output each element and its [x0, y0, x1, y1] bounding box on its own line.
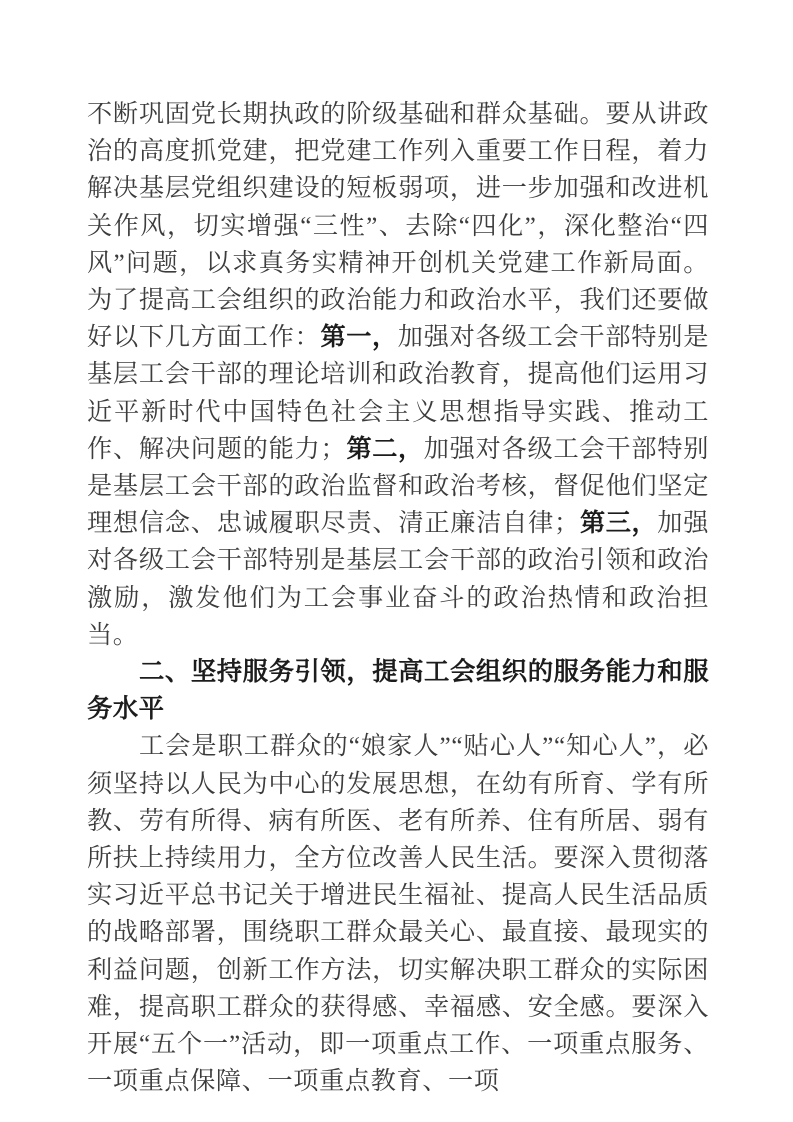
text-run: 加强对各级工会干部特别是基层工会干部的政治引领和政治激励，激发他们为工会事业奋斗的政治热情和政治担当。: [87, 510, 710, 649]
emphasis-run: 第三，: [579, 510, 658, 538]
paragraph-continuation-political-capability: [87, 96, 709, 654]
emphasis-run: 第一，: [320, 324, 398, 352]
text-run: 不断巩固党长期执政的阶级基础和群众基础。要从讲政治的高度抓党建，把党建工作列入重要工作日程，着力解决基层党组织建设的短板弱项，进一步加强和改进机关作风，切实增强“三性”、去除“四化”，深化整治“四风”问题，以求真务实精神开创机关党建工作新局面。为了提高工会组织的政治能力和政治水平，我们还要做好以下几方面工作：: [87, 101, 709, 352]
emphasis-run: 第二，: [346, 435, 424, 463]
text-run: 工会是职工群众的“娘家人”“贴心人”“知心人”，必须坚持以人民为中心的发展思想，在幼有所育、学有所教、劳有所得、病有所医、老有所养、住有所居、弱有所扶上持续用力，全方位改善人民生活。要深入贯彻落实习近平总书记关于增进民生福祉、提高人民生活品质的战略部署，围绕职工群众最关心、最直接、最现实的利益问题，创新工作方法，切实解决职工群众的实际困难，提高职工群众的获得感、幸福感、安全感。要深入开展“五个一”活动，即一项重点工作、一项重点服务、一项重点保障、一项重点教育、一项: [87, 733, 709, 1096]
emphasis-run: 二、坚持服务引领，提高工会组织的服务能力和服务水平: [87, 658, 709, 724]
text-run: 加强对各级工会干部特别是基层工会干部的政治监督和政治考核，督促他们坚定理想信念、忠诚履职尽责、清正廉洁自律；: [87, 435, 710, 538]
section-heading-two: [87, 654, 709, 728]
text-run: 加强对各级工会干部特别是基层工会干部的理论培训和政治教育，提高他们运用习近平新时代中国特色社会主义思想指导实践、推动工作、解决问题的能力；: [87, 324, 709, 463]
paragraph-service-leadership: [87, 728, 709, 1100]
text-column: [87, 96, 709, 1100]
